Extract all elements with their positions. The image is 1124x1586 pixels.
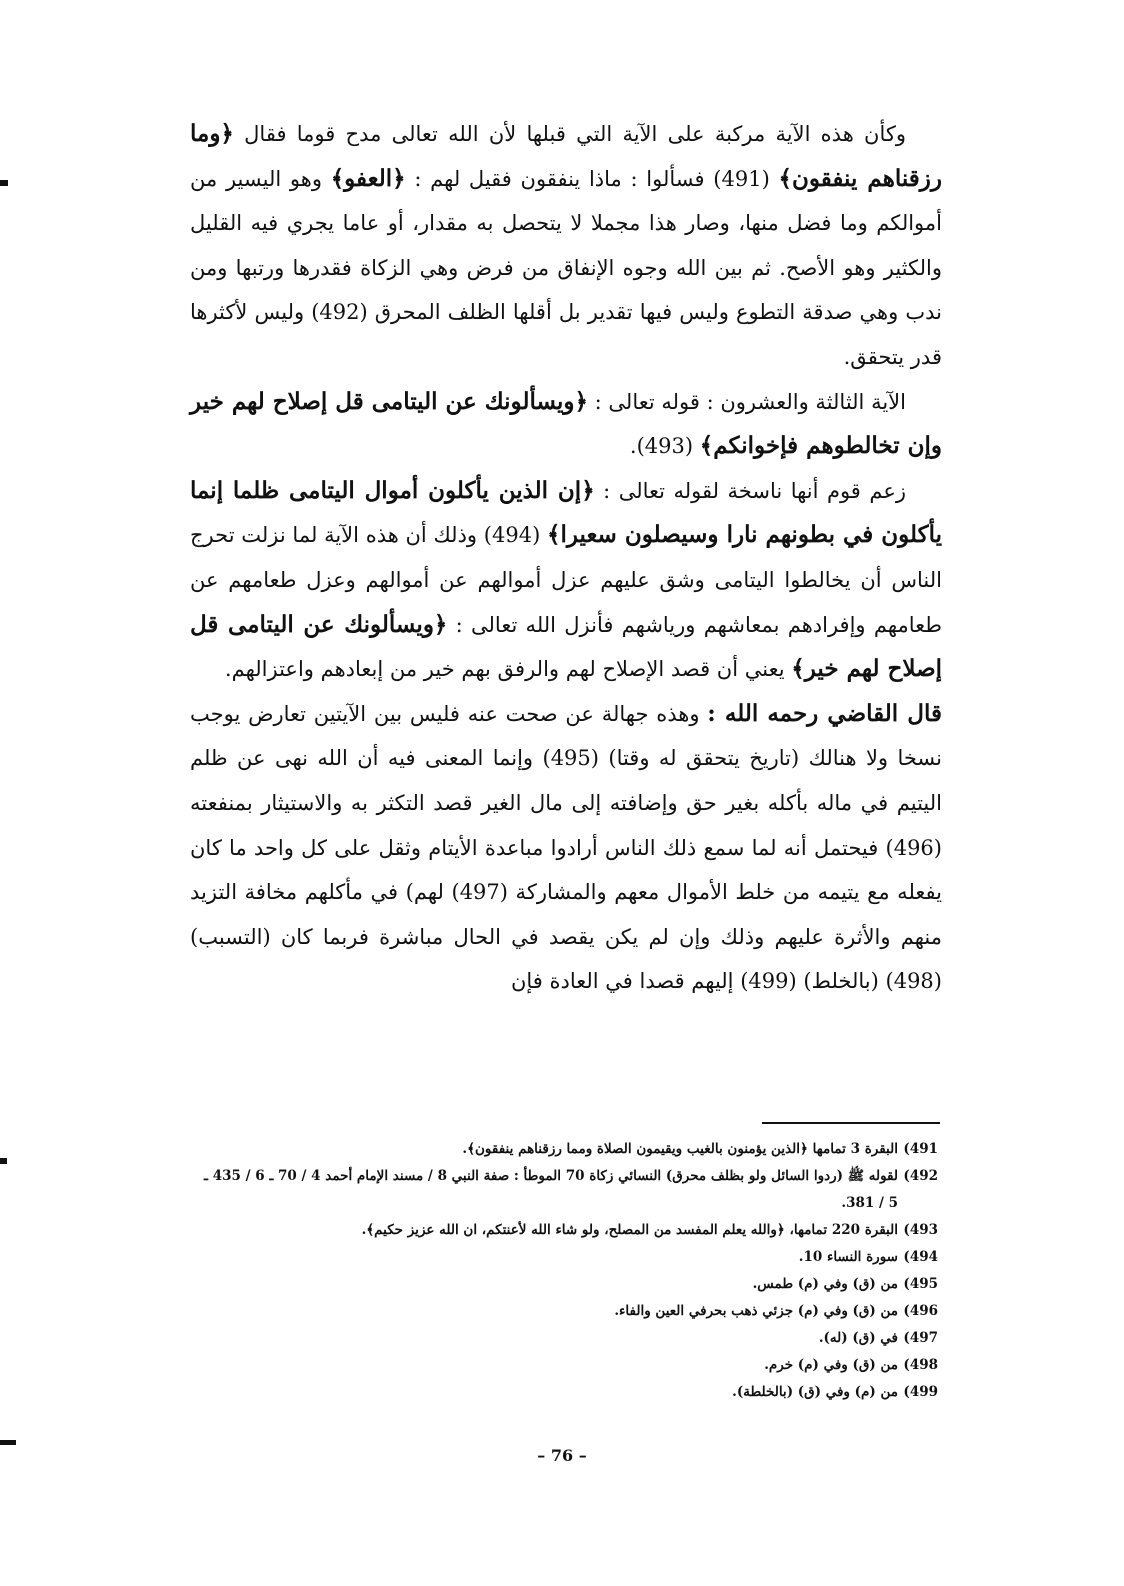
footnote [190,1136,938,1163]
footnote-text: من (م) وفي (ق) (بالخلطة). [732,1384,898,1400]
footnote-text: من (ق) وفي (م) جزئي ذهب بحرفي العين والفاء. [614,1303,898,1319]
footnote [190,1163,938,1217]
footnote [190,1325,938,1352]
footnote [190,1379,938,1406]
footnote-number: 496) [903,1303,938,1319]
text-run: زعم قوم أنها ناسخة لقوله تعالى : [594,478,906,503]
footnote [190,1217,938,1244]
footnote-number: 491) [903,1141,938,1157]
main-text [190,112,942,1004]
footnote-number: 494) [903,1249,938,1265]
footnote-separator [762,1122,940,1124]
footnote-number: 495) [903,1276,938,1292]
text-run: وهو اليسير من أموالكم وما فضل منها، وصار هذا مجملا لا يتحصل به مقدار، أو عاما يجري فيه القليل والكثير وهو الأصح. ثم بين الله وجوه الإنفاق من فرض وهي الزكاة فقدرها ورتبها ومن ندب وهي صدقة التطوع وليس فيها تقدير بل أقلها الظلف المحرق (492) وليس لأكثرها قدر يتحقق. [190,166,942,369]
footnote-text: من (ق) وفي (م) طمس. [752,1276,898,1292]
footnote-number: 497) [903,1330,938,1346]
bold-run: ﴿ويسألونك عن اليتامى قل إصلاح لهم خير﴾ [190,610,942,683]
text-run: (493). [629,434,700,459]
bold-run: قال القاضي رحمه الله : [707,699,942,727]
text-run: يعني أن قصد الإصلاح لهم والرفق بهم خير من إبعادهم واعتزالهم. [224,657,792,682]
footnote-number: 493) [903,1222,938,1238]
footnote-text: من (ق) وفي (م) خرم. [764,1357,898,1373]
footnote [190,1352,938,1379]
footnote [190,1298,938,1325]
paragraph [190,380,942,469]
bold-run: ﴿العفو﴾ [330,164,406,192]
text-run: (491) فسألوا : ماذا ينفقون فقيل لهم : [405,166,779,191]
footnote-text: في (ق) (له). [818,1330,898,1346]
footnote-number: 492) [903,1168,938,1184]
page-number: – 76 – [537,1446,587,1465]
paragraph [190,692,942,1004]
footnote-number: 498) [903,1357,938,1373]
text-run: وهذه جهالة عن صحت عنه فليس بين الآيتين تعارض يوجب نسخا ولا هنالك (تاريخ يتحقق له وقتا) (495) وإنما المعنى فيه أن الله نهى عن ظلم اليتيم في ماله بأكله بغير حق وإضافته إلى مال الغير قصد التكثر به والاستيثار بمنفعته (496) فيحتمل أنه لما سمع ذلك الناس أرادوا مباعدة الأيتام وثقل على كل واحد ما كان يفعله مع يتيمه من خلط الأموال معهم والمشاركة (497) لهم) في مأكلهم مخافة التزيد منهم والأثرة عليهم وذلك وإن لم يكن يقصد في الحال مباشرة فربما كان (التسبب) (498) (بالخلط) (499) إليهم قصدا في العادة فإن [190,701,943,994]
scan-mark-top [0,180,8,186]
paragraph [190,112,942,380]
footnote-text: البقرة 3 تمامها ﴿الذين يؤمنون بالغيب ويقيمون الصلاة ومما رزقناهم ينفقون﴾. [462,1141,898,1157]
footnotes [190,1136,938,1406]
footnote-number: 499) [903,1384,938,1400]
footnote-text: البقرة 220 تمامها، ﴿والله يعلم المفسد من المصلح، ولو شاء الله لأعنتكم، ان الله عزيز حكيم﴾. [361,1222,898,1238]
scan-mark-middle [0,1158,7,1164]
bold-run: ﴿ويسألونك عن اليتامى قل إصلاح لهم خير وإن تخالطوهم فإخوانكم﴾ [190,387,942,460]
paragraph [190,469,942,692]
text-run: وكأن هذه الآية مركبة على الآية التي قبلها لأن الله تعالى مدح قوما فقال [233,122,906,146]
footnote [190,1271,938,1298]
footnote-text: سورة النساء 10. [798,1249,898,1265]
footnote-text: لقوله ﷺ (ردوا السائل ولو بظلف محرق) النسائي زكاة 70 الموطأ : صفة النبي 8 / مسند الإمام أحمد 4 / 70 ـ 6 / 435 ـ 5 / 381. [204,1168,898,1211]
text-run: الآية الثالثة والعشرون : قوله تعالى : [587,389,906,414]
footnote [190,1244,938,1271]
bold-run: ﴿وما رزقناهم ينفقون﴾ [190,120,943,192]
bold-run: ﴿إن الذين يأكلون أموال اليتامى ظلما إنما يأكلون في بطونهم نارا وسيصلون سعيرا﴾ [190,476,942,549]
scan-mark-bottom [0,1440,16,1445]
text-run: (494) وذلك أن هذه الآية لما نزلت تحرج الناس أن يخالطوا اليتامى وشق عليهم عزل أموالهم عن أموالهم وعزل طعامهم عن طعامهم وإفرادهم بمعاشهم ورياشهم فأنزل الله تعالى : [190,523,942,637]
